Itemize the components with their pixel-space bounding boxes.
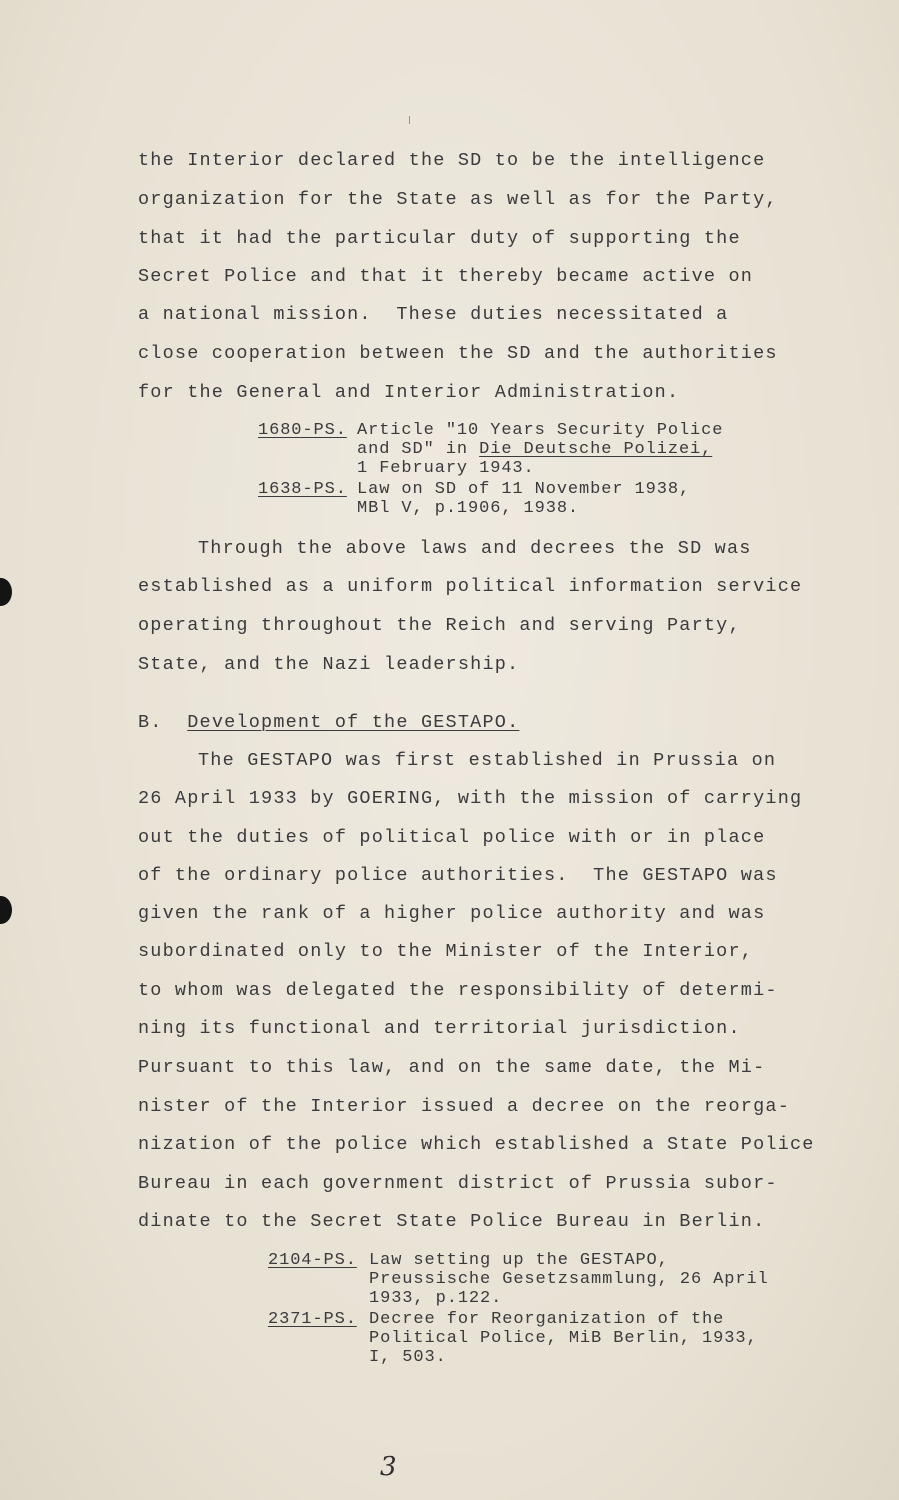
para2-line: Through the above laws and decrees the SD was: [198, 538, 752, 559]
para3-line: 26 April 1933 by GOERING, with the mission of carrying: [138, 788, 803, 809]
para3-line: nister of the Interior issued a decree on the reorga-: [138, 1096, 790, 1117]
punch-hole: [0, 896, 12, 924]
reference-code: 1638-PS.: [258, 480, 347, 499]
para2-line: operating throughout the Reich and serving Party,: [138, 615, 741, 636]
section-letter: B.: [138, 712, 163, 733]
section-heading: [138, 712, 519, 734]
reference-line: Law on SD of 11 November 1938,: [357, 480, 691, 499]
para1-line: a national mission. These duties necessitated a: [138, 304, 729, 325]
reference-line: Article "10 Years Security Police: [357, 421, 724, 440]
para3-line: Bureau in each government district of Prussia subor-: [138, 1173, 778, 1194]
para3-line: ning its functional and territorial jurisdiction.: [138, 1018, 741, 1039]
stray-mark: [409, 116, 410, 124]
para3-line: The GESTAPO was first established in Prussia on: [198, 750, 777, 771]
reference-code: 2371-PS.: [268, 1310, 357, 1329]
para1-line: for the General and Interior Administration.: [138, 382, 680, 403]
para3-line: to whom was delegated the responsibility of determi-: [138, 980, 778, 1001]
reference-line: I, 503.: [369, 1348, 447, 1367]
para3-line: dinate to the Secret State Police Bureau in Berlin.: [138, 1211, 766, 1232]
reference-line: MBl V, p.1906, 1938.: [357, 499, 580, 518]
reference-line: 1 February 1943.: [357, 459, 535, 478]
reference-line: Law setting up the GESTAPO,: [369, 1251, 669, 1270]
para3-line: out the duties of political police with or in place: [138, 827, 766, 848]
page-number: 3: [380, 1452, 397, 1482]
reference-code: 2104-PS.: [268, 1251, 357, 1270]
para1-line: that it had the particular duty of supporting the: [138, 228, 741, 249]
reference-line: Preussische Gesetzsammlung, 26 April: [369, 1270, 769, 1289]
reference-code: 1680-PS.: [258, 421, 347, 440]
publication-title: Die Deutsche Polizei,: [479, 440, 713, 459]
section-title: Development of the GESTAPO.: [187, 712, 520, 733]
para2-line: State, and the Nazi leadership.: [138, 654, 520, 675]
para1-line: the Interior declared the SD to be the intelligence: [138, 150, 766, 171]
reference-line: Decree for Reorganization of the: [369, 1310, 725, 1329]
para1-line: close cooperation between the SD and the authorities: [138, 343, 778, 364]
para1-line: Secret Police and that it thereby became active on: [138, 266, 754, 287]
reference-line: Political Police, MiB Berlin, 1933,: [369, 1329, 758, 1348]
para1-line: organization for the State as well as for the Party,: [138, 189, 778, 210]
para3-line: nization of the police which established a State Police: [138, 1134, 815, 1155]
para3-line: given the rank of a higher police authority and was: [138, 903, 766, 924]
punch-hole: [0, 578, 12, 606]
para3-line: of the ordinary police authorities. The GESTAPO was: [138, 865, 778, 886]
reference-line: 1933, p.122.: [369, 1289, 503, 1308]
para3-line: Pursuant to this law, and on the same date, the Mi-: [138, 1057, 766, 1078]
para2-line: established as a uniform political information service: [138, 576, 803, 597]
para3-line: subordinated only to the Minister of the Interior,: [138, 941, 754, 962]
reference-line: and SD" in Die Deutsche Polizei,: [357, 440, 713, 459]
